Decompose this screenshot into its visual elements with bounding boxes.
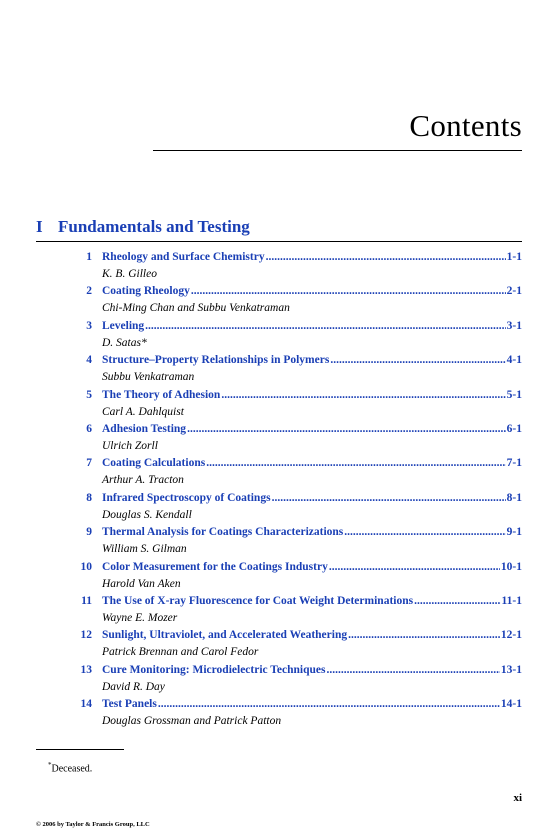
chapter-page[interactable]: 14-1 xyxy=(500,698,522,711)
chapter-number: 1 xyxy=(86,251,92,263)
dot-leader xyxy=(221,387,505,404)
chapter-page[interactable]: 13-1 xyxy=(500,663,522,676)
chapter-page[interactable]: 4-1 xyxy=(506,354,522,367)
chapter-page[interactable]: 11-1 xyxy=(501,594,522,607)
chapter-number: 5 xyxy=(86,388,92,401)
toc-entry-link[interactable] xyxy=(78,249,522,266)
chapter-number: 3 xyxy=(86,319,92,332)
chapter-title[interactable]: Leveling xyxy=(102,319,145,332)
chapter-number: 6 xyxy=(86,422,92,435)
chapter-author: William S. Gilman xyxy=(102,543,187,556)
toc-entry xyxy=(0,421,555,455)
dot-leader xyxy=(266,249,506,266)
chapter-title[interactable]: The Theory of Adhesion xyxy=(102,388,221,401)
chapter-number: 9 xyxy=(86,526,92,539)
chapter-title[interactable]: Color Measurement for the Coatings Industry xyxy=(102,560,328,573)
toc-entry xyxy=(0,559,555,593)
dot-leader xyxy=(145,318,505,335)
chapter-author: Patrick Brennan and Carol Fedor xyxy=(102,646,259,659)
page-number: xi xyxy=(513,792,522,804)
section-number: I xyxy=(36,217,43,236)
toc-entry xyxy=(0,455,555,489)
chapter-title[interactable]: Test Panels xyxy=(102,698,157,711)
chapter-author: K. B. Gilleo xyxy=(102,268,157,280)
chapter-title[interactable]: Coating Rheology xyxy=(102,285,190,298)
chapter-page[interactable]: 6-1 xyxy=(506,422,522,435)
chapter-page[interactable]: 10-1 xyxy=(500,560,522,573)
dot-leader xyxy=(414,593,500,610)
toc-entry xyxy=(0,318,555,352)
chapter-title[interactable]: Cure Monitoring: Microdielectric Techniques xyxy=(102,663,326,676)
chapter-author: Harold Van Aken xyxy=(102,577,181,590)
chapter-number: 12 xyxy=(80,629,92,642)
chapter-page[interactable]: 2-1 xyxy=(506,285,522,298)
chapter-author: Douglas S. Kendall xyxy=(102,508,192,521)
toc-entry xyxy=(0,352,555,386)
toc-entry-link[interactable] xyxy=(78,524,522,541)
chapter-page[interactable]: 8-1 xyxy=(506,491,522,504)
dot-leader xyxy=(344,524,505,541)
toc-entry xyxy=(0,283,555,317)
toc-entry xyxy=(0,627,555,661)
section-divider xyxy=(36,241,522,242)
toc-entry-link[interactable] xyxy=(78,696,522,713)
dot-leader xyxy=(326,662,499,679)
dot-leader xyxy=(158,696,500,713)
toc-entry-link[interactable] xyxy=(78,283,522,300)
chapter-title[interactable]: Sunlight, Ultraviolet, and Accelerated Weathering xyxy=(102,629,348,642)
chapter-author: Arthur A. Tracton xyxy=(102,474,184,487)
dot-leader xyxy=(191,283,506,300)
chapter-title[interactable]: Infrared Spectroscopy of Coatings xyxy=(102,491,271,504)
chapter-title[interactable]: Coating Calculations xyxy=(102,457,206,470)
section-title: Fundamentals and Testing xyxy=(58,217,250,236)
chapter-page[interactable]: 7-1 xyxy=(506,457,522,470)
chapter-number: 10 xyxy=(80,560,92,573)
chapter-author: Wayne E. Mozer xyxy=(102,611,178,624)
chapter-author: David R. Day xyxy=(102,680,165,693)
chapter-author: Carl A. Dahlquist xyxy=(102,405,184,418)
chapter-number: 11 xyxy=(81,594,92,607)
dot-leader xyxy=(187,421,506,438)
chapter-number: 14 xyxy=(80,698,92,711)
chapter-author: Douglas Grossman and Patrick Patton xyxy=(102,715,282,728)
toc-entry xyxy=(0,593,555,627)
footnote-mark: * xyxy=(48,761,52,769)
toc-entry xyxy=(0,490,555,524)
footnote-divider xyxy=(36,749,124,750)
chapter-title[interactable]: Thermal Analysis for Coatings Characterizations xyxy=(102,526,344,539)
dot-leader xyxy=(329,559,500,576)
chapter-page[interactable]: 3-1 xyxy=(506,319,522,332)
chapter-number: 13 xyxy=(80,663,92,676)
chapter-number: 7 xyxy=(86,457,92,470)
toc-entry-link[interactable] xyxy=(78,318,522,335)
footnote xyxy=(48,761,92,774)
chapter-number: 2 xyxy=(86,285,92,298)
toc-entry-link[interactable] xyxy=(78,352,522,369)
chapter-title[interactable]: Adhesion Testing xyxy=(102,422,187,435)
chapter-number: 4 xyxy=(86,354,92,367)
toc-entry xyxy=(0,387,555,421)
chapter-author: D. Satas* xyxy=(102,336,147,349)
toc-entry-link[interactable] xyxy=(78,387,522,404)
chapter-author: Chi-Ming Chan and Subbu Venkatraman xyxy=(102,302,290,315)
chapter-author: Subbu Venkatraman xyxy=(102,371,195,384)
chapter-page[interactable]: 9-1 xyxy=(506,526,522,539)
chapter-page[interactable]: 12-1 xyxy=(500,629,522,642)
toc-entry-link[interactable] xyxy=(78,662,522,679)
chapter-page[interactable]: 1-1 xyxy=(506,251,522,263)
toc-entry-link[interactable] xyxy=(78,455,522,472)
copyright-notice: © 2006 by Taylor & Francis Group, LLC xyxy=(36,821,150,828)
chapter-page[interactable]: 5-1 xyxy=(506,388,522,401)
dot-leader xyxy=(272,490,506,507)
dot-leader xyxy=(206,455,505,472)
page-title: Contents xyxy=(409,108,522,143)
chapter-author: Ulrich Zorll xyxy=(102,439,158,452)
footnote-text: Deceased. xyxy=(51,763,93,775)
toc-entry-link[interactable] xyxy=(78,593,522,610)
chapter-title[interactable]: Structure–Property Relationships in Polymers xyxy=(102,354,330,367)
chapter-title[interactable]: The Use of X-ray Fluorescence for Coat Weight Determinations xyxy=(102,594,414,607)
toc-entry xyxy=(0,696,555,730)
toc-entry xyxy=(0,524,555,558)
toc-entry-link[interactable] xyxy=(78,559,522,576)
title-divider xyxy=(153,150,522,151)
section-heading xyxy=(36,217,250,237)
chapter-number: 8 xyxy=(86,491,92,504)
toc-list xyxy=(0,249,555,730)
toc-entry-link[interactable] xyxy=(78,490,522,507)
dot-leader xyxy=(330,352,505,369)
toc-entry xyxy=(0,662,555,696)
toc-entry-link[interactable] xyxy=(78,421,522,438)
dot-leader xyxy=(348,627,500,644)
chapter-title[interactable]: Rheology and Surface Chemistry xyxy=(102,251,265,263)
toc-entry-link[interactable] xyxy=(78,627,522,644)
toc-entry xyxy=(0,249,555,283)
